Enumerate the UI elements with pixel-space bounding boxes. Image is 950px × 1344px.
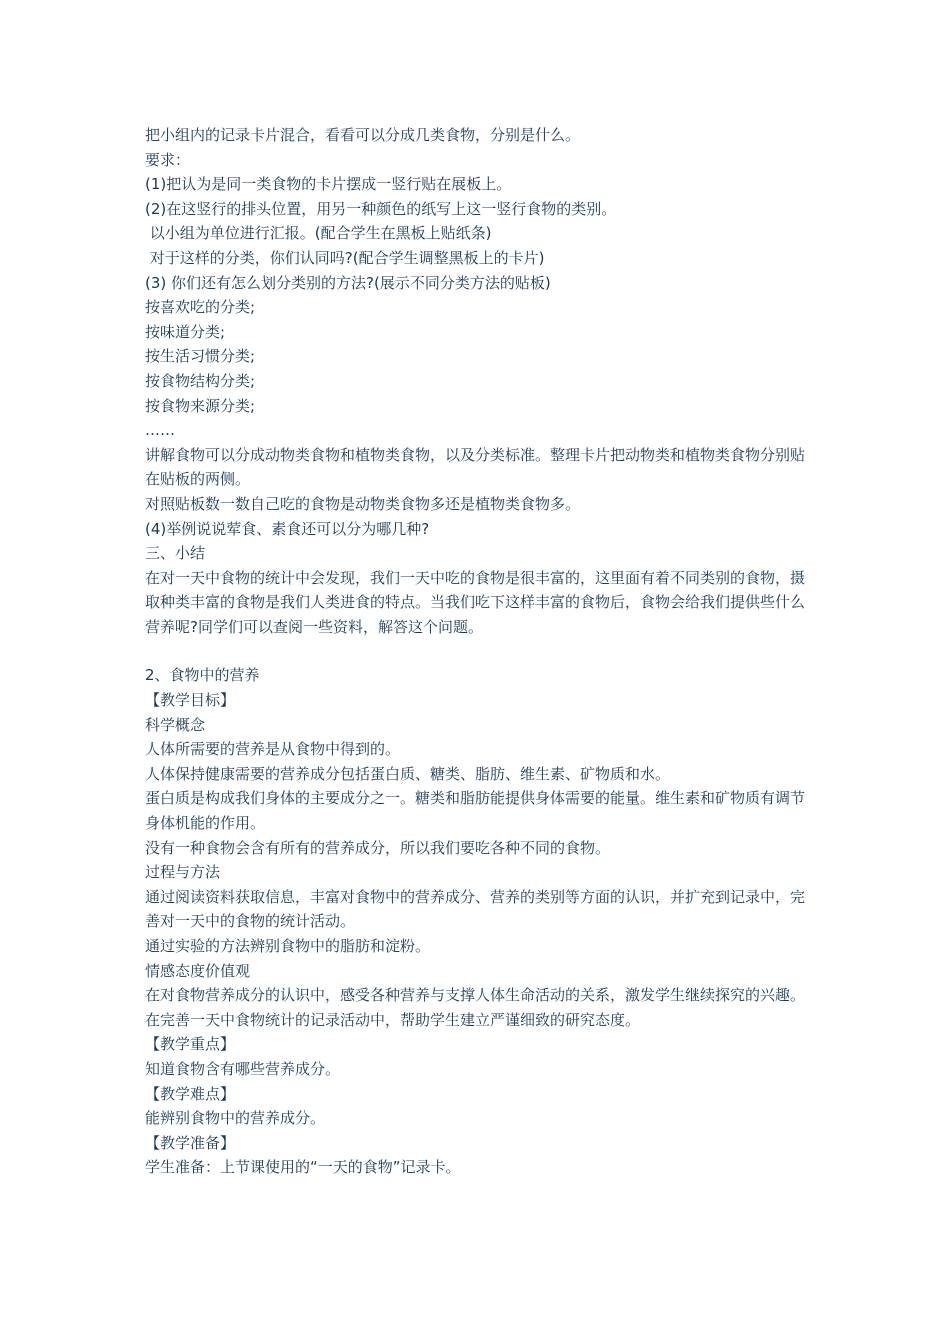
text-line: 学生准备：上节课使用的“一天的食物”记录卡。 xyxy=(145,1158,461,1177)
text-line: 以小组为单位进行汇报。(配合学生在黑板上贴纸条) xyxy=(145,224,492,243)
subheading: 情感态度价值观 xyxy=(145,961,251,980)
text-line: 在完善一天中食物统计的记录活动中，帮助学生建立严谨细致的研究态度。 xyxy=(145,1010,641,1029)
text-line: (3) 你们还有怎么划分类别的方法?(展示不同分类方法的贴板) xyxy=(145,273,551,292)
text-line: 按生活习惯分类; xyxy=(145,347,256,366)
text-line: …… xyxy=(145,421,175,440)
section-heading: 2、食物中的营养 xyxy=(145,666,260,685)
text-line: 通过实验的方法辨别食物中的脂肪和淀粉。 xyxy=(145,937,431,955)
text-line: 能辨别食物中的营养成分。 xyxy=(145,1109,326,1128)
paragraph: 在对一天中食物的统计中会发现，我们一天中吃的食物是很丰富的，这里面有着不同类别的食物，摄取种类丰富的食物是我们人类进食的特点。当我们吃下这样丰富的食物后，食物会给我们提供些什么营养呢?同学们可以查阅一些资料，解答这个问题。 xyxy=(145,568,806,636)
text-line: 按喜欢吃的分类; xyxy=(145,298,256,317)
text-line: 把小组内的记录卡片混合，看看可以分成几类食物，分别是什么。 xyxy=(145,126,581,144)
subheading: 【教学目标】 xyxy=(145,691,236,710)
paragraph: 在对食物营养成分的认识中，感受各种营养与支撑人体生命活动的关系，激发学生继续探究的兴趣。 xyxy=(145,986,806,1005)
text-line: 人体所需要的营养是从食物中得到的。 xyxy=(145,740,401,759)
section-heading: 三、小结 xyxy=(145,544,206,563)
text-line: 按食物来源分类; xyxy=(145,396,256,415)
text-line: 按味道分类; xyxy=(145,322,226,341)
subheading: 过程与方法 xyxy=(145,863,221,882)
text-line: (2)在这竖行的排头位置，用另一种颜色的纸写上这一竖行食物的类别。 xyxy=(145,199,617,218)
subheading: 【教学准备】 xyxy=(145,1133,236,1152)
text-line: 人体保持健康需要的营养成分包括蛋白质、糖类、脂肪、维生素、矿物质和水。 xyxy=(145,764,671,783)
text-line: 按食物结构分类; xyxy=(145,371,256,390)
paragraph: 通过阅读资料获取信息，丰富对食物中的营养成分、营养的类别等方面的认识，并扩充到记录中，完善对一天中的食物的统计活动。 xyxy=(145,887,806,931)
text-line: (4)举例说说荤食、素食还可以分为哪几种? xyxy=(145,519,430,538)
text-line: 没有一种食物会含有所有的营养成分，所以我们要吃各种不同的食物。 xyxy=(145,838,611,857)
subheading: 科学概念 xyxy=(145,715,206,734)
text-line: 对于这样的分类，你们认同吗?(配合学生调整黑板上的卡片) xyxy=(145,248,545,267)
text-line: (1)把认为是同一类食物的卡片摆成一竖行贴在展板上。 xyxy=(145,175,512,194)
subheading: 【教学重点】 xyxy=(145,1035,236,1054)
text-line: 要求： xyxy=(145,150,191,169)
paragraph: 蛋白质是构成我们身体的主要成分之一。糖类和脂肪能提供身体需要的能量。维生素和矿物质有调节身体机能的作用。 xyxy=(145,789,806,833)
text-line: 对照贴板数一数自己吃的食物是动物类食物多还是植物类食物多。 xyxy=(145,494,581,513)
document-page xyxy=(145,123,813,1180)
paragraph: 讲解食物可以分成动物类食物和植物类食物，以及分类标准。整理卡片把动物类和植物类食物分别贴在贴板的两侧。 xyxy=(145,445,806,489)
text-line: 知道食物含有哪些营养成分。 xyxy=(145,1059,341,1078)
subheading: 【教学难点】 xyxy=(145,1084,236,1103)
blank-line xyxy=(145,639,813,663)
